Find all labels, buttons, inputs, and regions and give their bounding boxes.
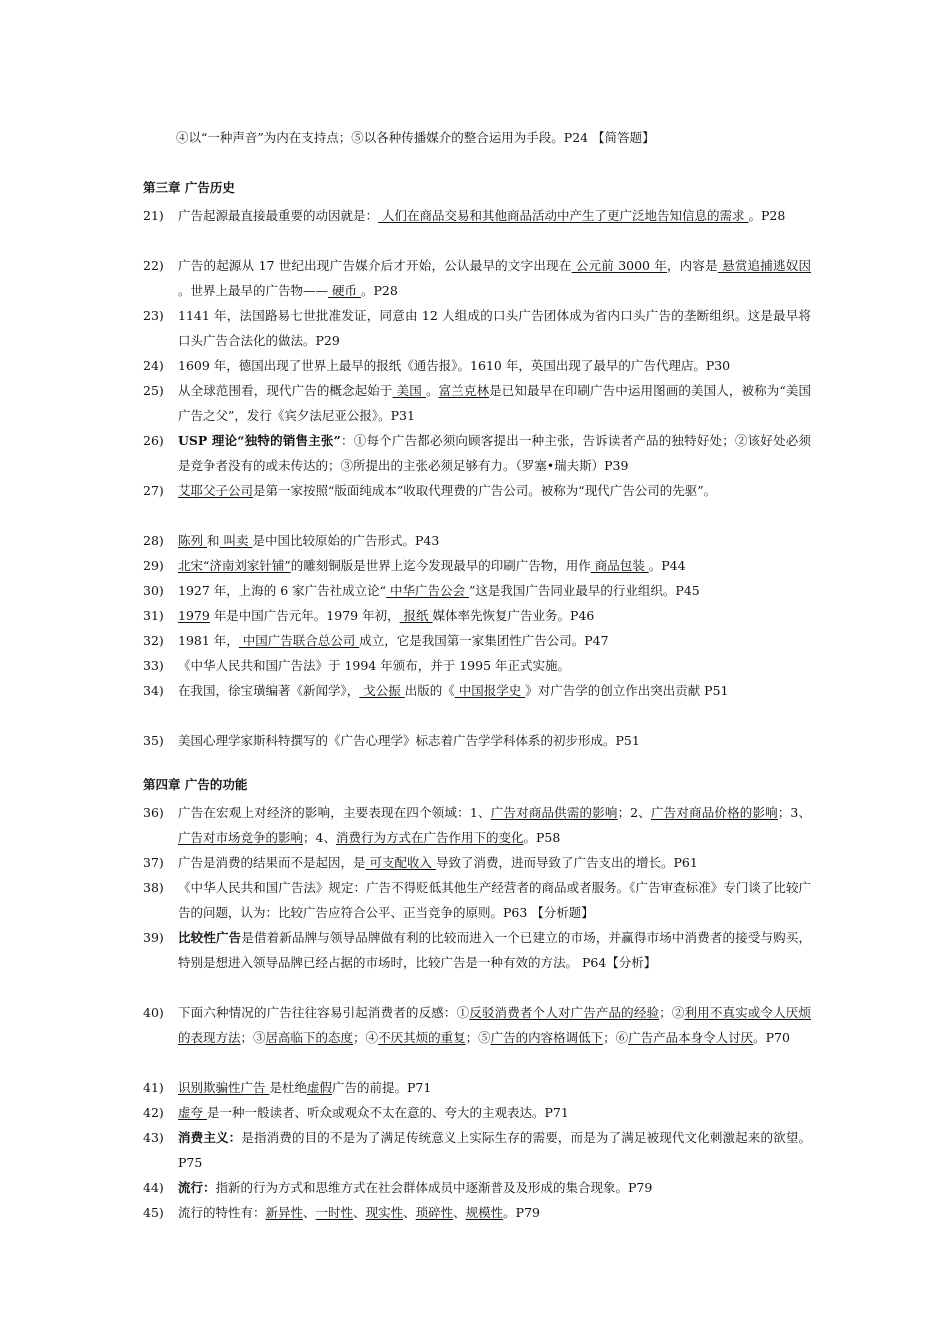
underlined-answer: 广告对市场竞争的影响: [178, 830, 304, 845]
text-run: 。P28: [748, 208, 786, 223]
text-run: 。P44: [648, 558, 686, 573]
item-number: 30): [143, 583, 164, 598]
bold-term: 比较性广告: [178, 930, 242, 945]
list-item: [143, 728, 811, 753]
underlined-answer: 商品包装: [590, 558, 649, 573]
underlined-answer: 可支配收入: [365, 855, 436, 870]
underlined-answer: 艾耶父子公司: [178, 483, 254, 498]
item-number: 29): [143, 558, 164, 573]
text-run: ；③: [240, 1030, 266, 1045]
underlined-answer: 公元前 3000 年: [571, 258, 667, 273]
chapter-4-heading: 第四章 广告的功能: [143, 777, 248, 792]
item-text: [178, 378, 811, 428]
underlined-answer: 美国: [392, 383, 426, 398]
text-run: 从全球范围看，现代广告的概念起始于: [178, 383, 393, 398]
item-text: [178, 1100, 811, 1125]
list-item: [143, 800, 811, 850]
text-run: 导致了消费，进而导致了广告支出的增长。P61: [435, 855, 698, 870]
item-text: [178, 553, 811, 578]
list-item: [143, 578, 811, 603]
text-run: 是第一家按照“版面纯成本”收取代理费的广告公司。被称为“现代广告公司的先驱”。: [253, 483, 717, 498]
continuation-line: ④以“一种声音”为内在支持点；⑤以各种传播媒介的整合运用为手段。P24 【简答题】: [176, 130, 655, 145]
item-text: [178, 578, 811, 603]
bold-term: USP 理论“独特的销售主张”: [178, 433, 341, 448]
text-run: 出版的《: [404, 683, 455, 698]
underlined-answer: 中国广告联合总公司: [238, 633, 360, 648]
underlined-answer: 叫卖: [219, 533, 253, 548]
item-text: [178, 528, 811, 553]
item-text: [178, 303, 811, 353]
text-run: 。: [425, 383, 439, 398]
item-number: 24): [143, 358, 164, 373]
text-run: 《中华人民共和国广告法》规定：广告不得贬低其他生产经营者的商品或者服务。《广告审查标准》专门谈了比较广告的问题，认为：比较广告应符合公平、正当竞争的原则。P63 【分析题】: [178, 880, 811, 920]
text-run: 。P28: [360, 283, 398, 298]
underlined-answer: 现实性: [365, 1205, 404, 1220]
item-number: 35): [143, 733, 164, 748]
list-item: [143, 678, 811, 703]
item-number: 31): [143, 608, 164, 623]
item-text: [178, 1000, 811, 1050]
text-run: 是杜绝: [269, 1080, 307, 1095]
item-text: [178, 478, 811, 503]
list-item: [143, 378, 811, 428]
list-item: [143, 875, 811, 925]
text-run: 是指消费的目的不是为了满足传统意义上实际生存的需要，而是为了满足被现代文化刺激起来的欲望。P75: [178, 1130, 811, 1170]
text-run: 广告的前提。P71: [332, 1080, 432, 1095]
item-text: [178, 875, 811, 925]
item-number: 28): [143, 533, 164, 548]
underlined-answer: 虚假: [307, 1080, 333, 1095]
text-run: 媒体率先恢复广告业务。P46: [432, 608, 595, 623]
text-run: ：①每个广告都必须向顾客提出一种主张，告诉读者产品的独特好处；②该好处必须是竞争者没有的或未传达的；③所提出的主张必须足够有力。（罗塞•瑞夫斯）P39: [178, 433, 811, 473]
text-run: 的雕刻铜版是世界上迄今发现最早的印刷广告物，用作: [290, 558, 591, 573]
item-number: 41): [143, 1080, 164, 1095]
text-run: 是中国比较原始的广告形式。P43: [252, 533, 440, 548]
list-item: [143, 478, 811, 503]
list-item: [143, 850, 811, 875]
item-number: 34): [143, 683, 164, 698]
item-number: 38): [143, 880, 164, 895]
underlined-answer: 1979: [178, 608, 210, 623]
list-item: [143, 528, 811, 553]
item-text: [178, 653, 811, 678]
list-item: [143, 1075, 811, 1100]
list-item: [143, 1175, 811, 1200]
text-run: 是借着新品牌与领导品牌做有利的比较而进入一个已建立的市场，并赢得市场中消费者的接受与购买，特别是想进入领导品牌已经占据的市场时，比较广告是一种有效的方法。 P64【分析】: [178, 930, 811, 970]
text-run: ；4、: [303, 830, 336, 845]
list-item: [143, 1000, 811, 1050]
text-run: 年是中国广告元年。1979 年初，: [209, 608, 400, 623]
item-text: [178, 1175, 811, 1200]
text-run: 》对广告学的创立作出突出贡献 P51: [525, 683, 729, 698]
text-run: 1981 年，: [178, 633, 239, 648]
list-item: [143, 553, 811, 578]
list-item: [143, 428, 811, 478]
item-text: [178, 203, 811, 228]
item-number: 43): [143, 1130, 164, 1145]
underlined-answer: 悬赏追捕逃奴因: [717, 258, 811, 273]
text-run: 在我国，徐宝璜编著《新闻学》，: [178, 683, 360, 698]
list-item: [143, 653, 811, 678]
item-number: 21): [143, 208, 164, 223]
chapter-3-heading: 第三章 广告历史: [143, 180, 235, 195]
text-run: 流行的特性有：: [178, 1205, 266, 1220]
text-run: ；⑥: [603, 1030, 629, 1045]
text-run: 。世界上最早的广告物——: [178, 283, 329, 298]
text-run: 。P58: [523, 830, 561, 845]
item-number: 27): [143, 483, 164, 498]
item-number: 37): [143, 855, 164, 870]
item-text: [178, 1125, 811, 1175]
text-run: 下面六种情况的广告往往容易引起消费者的反感：①: [178, 1005, 470, 1020]
list-item: [143, 253, 811, 303]
underlined-answer: 中国报学史: [454, 683, 526, 698]
underlined-answer: 广告产品本身令人讨厌: [628, 1030, 754, 1045]
text-run: 。P79: [503, 1205, 540, 1220]
list-item: [143, 603, 811, 628]
underlined-answer: 利用不真实或令人厌烦的表现方法: [178, 1005, 811, 1045]
underlined-answer: 戈公振: [359, 683, 405, 698]
item-text: [178, 1200, 811, 1225]
underlined-answer: 居高临下的态度: [265, 1030, 354, 1045]
item-text: [178, 253, 811, 303]
list-item: [143, 1200, 811, 1225]
underlined-answer: 广告对商品价格的影响: [650, 805, 778, 820]
list-item: [143, 1125, 811, 1175]
underlined-answer: 不厌其烦的重复: [378, 1030, 466, 1045]
text-run: 是一种一般读者、听众或观众不太在意的、夸大的主观表达。P71: [206, 1105, 569, 1120]
item-number: 26): [143, 433, 164, 448]
bold-term: 消费主义：: [178, 1130, 242, 1145]
text-run: 、: [303, 1205, 316, 1220]
text-run: ；3、: [777, 805, 812, 820]
text-run: 1609 年，德国出现了世界上最早的报纸《通告报》。1610 年，英国出现了最早的广告代理店。P30: [178, 358, 731, 373]
text-run: 、: [353, 1205, 366, 1220]
list-item: [143, 628, 811, 653]
item-text: [178, 925, 811, 975]
text-run: 广告是消费的结果而不是起因，是: [178, 855, 366, 870]
text-run: 是已知最早在印刷广告中运用图画的美国人，被称为“美国广告之父”，发行《宾夕法尼亚公报》。P31: [178, 383, 811, 423]
underlined-answer: 北宋“济南刘家针铺”: [178, 558, 291, 573]
item-number: 42): [143, 1105, 164, 1120]
underlined-answer: 硬币: [328, 283, 361, 298]
text-run: 指新的行为方式和思维方式在社会群体成员中逐渐普及及形成的集合现象。P79: [215, 1180, 653, 1195]
text-run: ；2、: [617, 805, 651, 820]
list-item: [143, 303, 811, 353]
text-run: 和: [206, 533, 220, 548]
item-text: [178, 1075, 811, 1100]
item-text: [178, 428, 811, 478]
list-item: [143, 1100, 811, 1125]
item-text: [178, 603, 811, 628]
text-run: 广告的起源从 17 世纪出现广告媒介后才开始，公认最早的文字出现在: [178, 258, 572, 273]
text-run: 、: [403, 1205, 416, 1220]
item-number: 40): [143, 1005, 164, 1020]
underlined-answer: 反驳消费者个人对广告产品的经验: [469, 1005, 660, 1020]
item-number: 39): [143, 930, 164, 945]
underlined-answer: 一时性: [315, 1205, 354, 1220]
underlined-answer: 人们在商品交易和其他商品活动中产生了更广泛地告知信息的需求: [378, 208, 749, 223]
item-text: [178, 728, 811, 753]
item-text: [178, 353, 811, 378]
underlined-answer: 规模性: [465, 1205, 504, 1220]
text-run: 、: [453, 1205, 466, 1220]
item-number: 44): [143, 1180, 164, 1195]
item-number: 22): [143, 258, 164, 273]
underlined-answer: 陈列: [178, 533, 207, 548]
text-run: 广告起源最直接最重要的动因就是：: [178, 208, 379, 223]
item-number: 33): [143, 658, 164, 673]
item-text: [178, 850, 811, 875]
underlined-answer: 新异性: [265, 1205, 304, 1220]
item-number: 45): [143, 1205, 164, 1220]
text-run: 成立，它是我国第一家集团性广告公司。P47: [359, 633, 609, 648]
underlined-answer: 识别欺骗性广告: [178, 1080, 270, 1095]
item-text: [178, 800, 811, 850]
underlined-answer: 中华广告公会: [386, 583, 470, 598]
text-run: ”这是我国广告同业最早的行业组织。P45: [469, 583, 700, 598]
underlined-answer: 富兰克林: [438, 383, 490, 398]
text-run: 《中华人民共和国广告法》于 1994 年颁布，并于 1995 年正式实施。: [178, 658, 571, 673]
list-item: [143, 353, 811, 378]
list-item: [143, 203, 811, 228]
underlined-answer: 报纸: [399, 608, 433, 623]
item-number: 25): [143, 383, 164, 398]
text-run: ；②: [659, 1005, 685, 1020]
text-run: 美国心理学家斯科特撰写的《广告心理学》标志着广告学学科体系的初步形成。P51: [178, 733, 640, 748]
text-run: 广告在宏观上对经济的影响，主要表现在四个领域：1、: [178, 805, 491, 820]
bold-term: 流行：: [178, 1180, 216, 1195]
item-number: 23): [143, 308, 164, 323]
text-run: 1141 年，法国路易七世批准发证，同意由 12 人组成的口头广告团体成为省内口头广告的垄断组织。这是最早将口头广告合法化的做法。P29: [178, 308, 811, 348]
text-run: ；⑤: [465, 1030, 491, 1045]
text-run: 1927 年，上海的 6 家广告社成立论“: [178, 583, 387, 598]
item-number: 32): [143, 633, 164, 648]
underlined-answer: 虚夸: [178, 1105, 207, 1120]
text-run: ，内容是: [666, 258, 718, 273]
item-text: [178, 678, 811, 703]
underlined-answer: 广告对商品供需的影响: [490, 805, 618, 820]
item-number: 36): [143, 805, 164, 820]
underlined-answer: 消费行为方式在广告作用下的变化: [335, 830, 524, 845]
underlined-answer: 广告的内容格调低下: [490, 1030, 604, 1045]
item-text: [178, 628, 811, 653]
list-item: [143, 925, 811, 975]
text-run: ；④: [353, 1030, 379, 1045]
text-run: 。P70: [753, 1030, 790, 1045]
underlined-answer: 琐碎性: [415, 1205, 454, 1220]
